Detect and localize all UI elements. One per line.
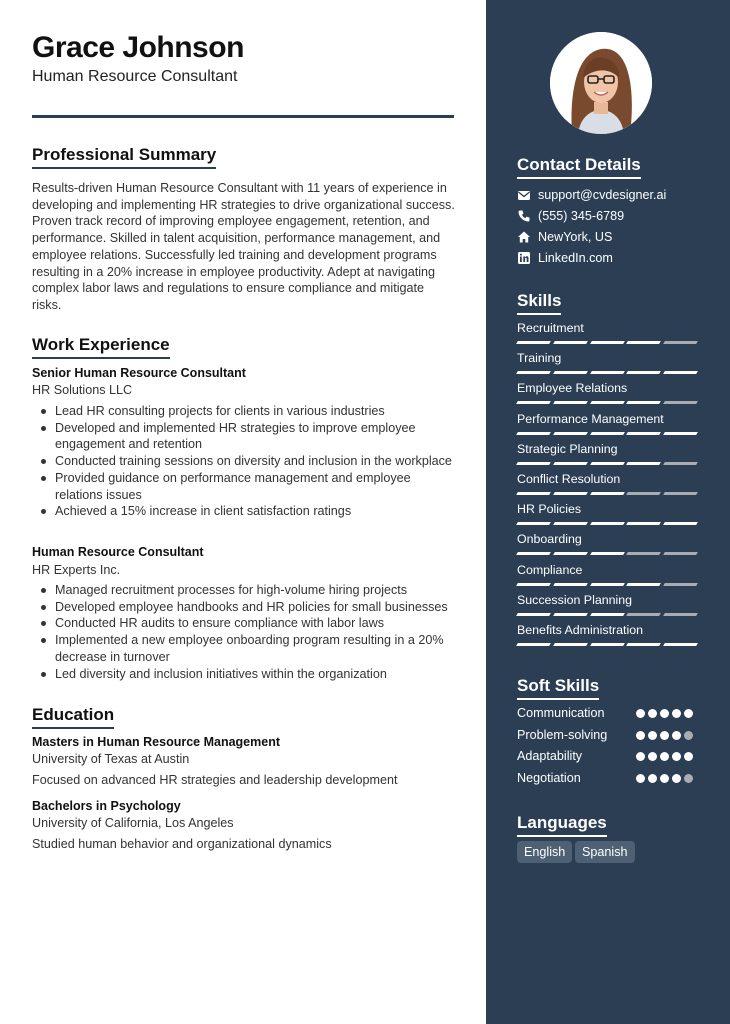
skill-level-bar: [517, 432, 697, 436]
language-tag: Spanish: [575, 841, 635, 863]
phone-text: (555) 345-6789: [538, 209, 625, 223]
skill-level-segment: [590, 552, 625, 555]
rating-dot: [660, 731, 669, 740]
skill-level-segment: [553, 341, 588, 344]
list-item: Managed recruitment processes for high-volume hiring projects: [32, 582, 456, 599]
skill-level-segment: [590, 341, 625, 344]
soft-skill-rating: [636, 709, 693, 718]
skill-level-bar: [517, 371, 697, 375]
skills-heading: Skills: [517, 291, 561, 315]
skill-level-segment: [590, 522, 625, 525]
skill-label: Conflict Resolution: [517, 472, 621, 486]
linkedin-icon: [517, 251, 531, 265]
list-item: Conducted training sessions on diversity and inclusion in the workplace: [32, 453, 456, 470]
rating-dot: [672, 752, 681, 761]
skill-level-segment: [553, 462, 588, 465]
skill-level-segment: [553, 401, 588, 404]
soft-skill-label: Adaptability: [517, 749, 583, 763]
skill-level-segment: [553, 583, 588, 586]
education-description: Studied human behavior and organizational dynamics: [32, 837, 332, 851]
skill-level-segment: [516, 371, 551, 374]
languages-heading: Languages: [517, 813, 607, 837]
skill-level-segment: [627, 432, 662, 435]
language-tag: English: [517, 841, 572, 863]
soft-skill-rating: [636, 752, 693, 761]
skill-level-segment: [590, 462, 625, 465]
degree-title: Masters in Human Resource Management: [32, 735, 280, 749]
skill-level-bar: [517, 462, 697, 466]
skill-level-segment: [663, 432, 698, 435]
job-bullets: [32, 582, 456, 682]
soft-skill-label: Communication: [517, 706, 605, 720]
skill-label: Strategic Planning: [517, 442, 618, 456]
skill-level-segment: [627, 643, 662, 646]
skill-level-segment: [663, 371, 698, 374]
rating-dot: [684, 752, 693, 761]
rating-dot: [684, 774, 693, 783]
skill-level-segment: [516, 432, 551, 435]
skill-level-segment: [663, 522, 698, 525]
header-divider: [32, 115, 454, 118]
list-item: Developed employee handbooks and HR policies for small businesses: [32, 599, 456, 616]
skill-level-segment: [516, 552, 551, 555]
rating-dot: [672, 774, 681, 783]
education-description: Focused on advanced HR strategies and leadership development: [32, 773, 398, 787]
skill-level-segment: [590, 643, 625, 646]
contact-phone: [517, 209, 717, 223]
job-company: HR Solutions LLC: [32, 383, 133, 397]
contact-linkedin[interactable]: [517, 251, 717, 265]
skill-level-bar: [517, 522, 697, 526]
work-experience-heading: Work Experience: [32, 335, 170, 359]
skill-level-segment: [663, 583, 698, 586]
skill-label: Employee Relations: [517, 381, 628, 395]
rating-dot: [684, 731, 693, 740]
skill-level-segment: [516, 583, 551, 586]
rating-dot: [672, 731, 681, 740]
skill-level-segment: [590, 583, 625, 586]
rating-dot: [660, 774, 669, 783]
skill-label: HR Policies: [517, 502, 582, 516]
skill-level-segment: [553, 432, 588, 435]
rating-dot: [648, 752, 657, 761]
list-item: Achieved a 15% increase in client satisfaction ratings: [32, 503, 456, 520]
skill-label: Succession Planning: [517, 593, 633, 607]
skill-level-segment: [516, 462, 551, 465]
job-company: HR Experts Inc.: [32, 563, 121, 577]
list-item: Implemented a new employee onboarding program resulting in a 20% decrease in turnover: [32, 632, 456, 665]
skill-level-segment: [627, 401, 662, 404]
contact-location: [517, 230, 717, 244]
skill-level-segment: [590, 371, 625, 374]
skill-level-segment: [627, 371, 662, 374]
skill-level-segment: [663, 401, 698, 404]
envelope-icon: [517, 188, 531, 202]
skill-level-segment: [553, 492, 588, 495]
skill-level-segment: [627, 462, 662, 465]
skill-level-segment: [663, 462, 698, 465]
skill-level-segment: [516, 522, 551, 525]
job-title: Human Resource Consultant: [32, 545, 204, 559]
skill-label: Benefits Administration: [517, 623, 644, 637]
skill-level-segment: [516, 341, 551, 344]
rating-dot: [672, 709, 681, 718]
job-title: Senior Human Resource Consultant: [32, 366, 246, 380]
skill-label: Training: [517, 351, 562, 365]
skill-level-segment: [553, 371, 588, 374]
skill-level-segment: [590, 613, 625, 616]
profile-photo: [550, 32, 652, 134]
soft-skill-label: Problem-solving: [517, 728, 608, 742]
rating-dot: [660, 752, 669, 761]
skill-label: Recruitment: [517, 321, 584, 335]
skill-level-segment: [516, 643, 551, 646]
contact-heading: Contact Details: [517, 155, 641, 179]
skill-level-segment: [663, 552, 698, 555]
summary-text: Results-driven Human Resource Consultant with 11 years of experience in developing and implementing HR strategies to drive organizational success. Proven track record of improving employee engagement, retention, and performance. Skilled in talent acquisition, performance management, and employee relations. Successfully led training and development programs resulting in a 20% increase in employee productivity. Adept at navigating complex labor laws and regulations to ensure compliance and mitigate risks.: [32, 181, 455, 312]
soft-skill-label: Negotiation: [517, 771, 581, 785]
skill-level-bar: [517, 401, 697, 405]
skill-label: Compliance: [517, 563, 583, 577]
list-item: Conducted HR audits to ensure compliance with labor laws: [32, 615, 456, 632]
skill-level-segment: [590, 432, 625, 435]
summary-heading: Professional Summary: [32, 145, 216, 169]
skill-level-bar: [517, 583, 697, 587]
rating-dot: [648, 731, 657, 740]
skill-level-segment: [590, 401, 625, 404]
soft-skill-rating: [636, 774, 693, 783]
skill-level-bar: [517, 492, 697, 496]
rating-dot: [648, 774, 657, 783]
contact-email: [517, 188, 717, 202]
skill-level-bar: [517, 613, 697, 617]
skill-level-segment: [627, 613, 662, 616]
skill-level-segment: [516, 401, 551, 404]
skill-level-segment: [553, 643, 588, 646]
skill-label: Performance Management: [517, 412, 664, 426]
skill-level-segment: [627, 522, 662, 525]
candidate-role: Human Resource Consultant: [32, 68, 238, 85]
degree-title: Bachelors in Psychology: [32, 799, 181, 813]
skill-level-segment: [627, 583, 662, 586]
skill-level-segment: [516, 613, 551, 616]
skill-level-bar: [517, 643, 697, 647]
email-text: support@cvdesigner.ai: [538, 188, 667, 202]
rating-dot: [648, 709, 657, 718]
skill-label: Onboarding: [517, 532, 582, 546]
skill-level-segment: [663, 492, 698, 495]
skill-level-segment: [627, 341, 662, 344]
soft-skills-heading: Soft Skills: [517, 676, 599, 700]
list-item: Led diversity and inclusion initiatives within the organization: [32, 666, 456, 683]
skill-level-bar: [517, 552, 697, 556]
phone-icon: [517, 209, 531, 223]
skill-level-segment: [627, 552, 662, 555]
job-bullets: [32, 403, 456, 520]
linkedin-link[interactable]: LinkedIn.com: [538, 251, 613, 265]
rating-dot: [660, 709, 669, 718]
rating-dot: [684, 709, 693, 718]
skill-level-segment: [663, 643, 698, 646]
list-item: Lead HR consulting projects for clients in various industries: [32, 403, 456, 420]
location-text: NewYork, US: [538, 230, 613, 244]
school-name: University of Texas at Austin: [32, 752, 190, 766]
skill-level-segment: [590, 492, 625, 495]
rating-dot: [636, 731, 645, 740]
education-heading: Education: [32, 705, 114, 729]
skill-level-segment: [516, 492, 551, 495]
skill-level-segment: [553, 522, 588, 525]
skill-level-segment: [553, 613, 588, 616]
soft-skill-rating: [636, 731, 693, 740]
candidate-name: Grace Johnson: [32, 31, 244, 64]
list-item: Provided guidance on performance management and employee relations issues: [32, 470, 456, 503]
skill-level-segment: [553, 552, 588, 555]
skill-level-segment: [663, 341, 698, 344]
list-item: Developed and implemented HR strategies to improve employee engagement and retention: [32, 420, 456, 453]
rating-dot: [636, 709, 645, 718]
school-name: University of California, Los Angeles: [32, 816, 234, 830]
skill-level-bar: [517, 341, 697, 345]
rating-dot: [636, 752, 645, 761]
home-icon: [517, 230, 531, 244]
skill-level-segment: [663, 613, 698, 616]
skill-level-segment: [627, 492, 662, 495]
rating-dot: [636, 774, 645, 783]
